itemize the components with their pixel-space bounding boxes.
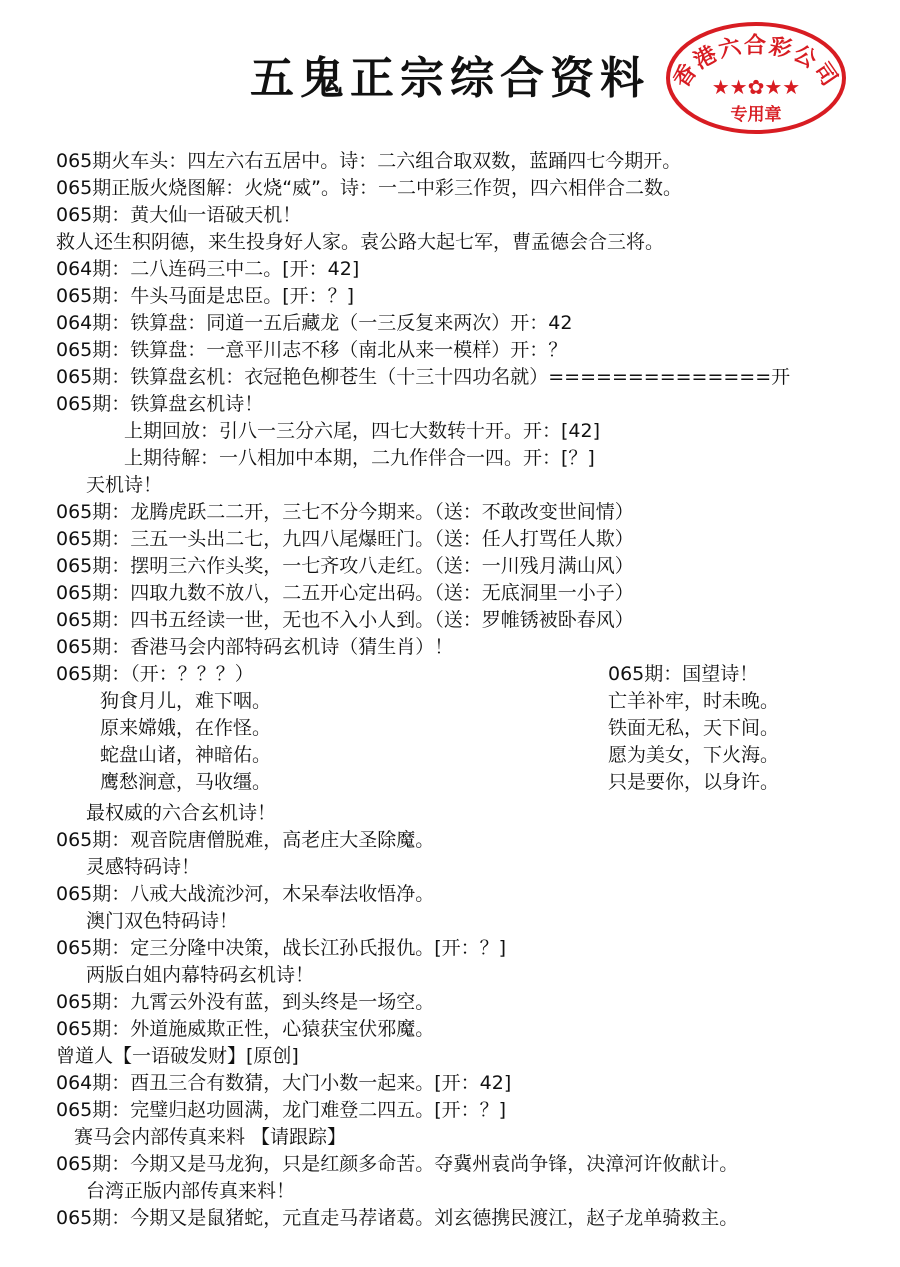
text-line: 065期：九霄云外没有蓝，到头终是一场空。 xyxy=(56,991,435,1013)
text-line: 065期：铁算盘：一意平川志不移（南北从来一模样）开：？ xyxy=(56,339,568,361)
poem-line: 鹰愁涧意，马收缰。 xyxy=(100,771,272,793)
section-heading: 澳门双色特码诗！ xyxy=(86,910,239,932)
poem-line: 亡羊补牢，时未晚。 xyxy=(608,690,780,712)
svg-text:专用章: 专用章 xyxy=(730,105,782,125)
text-line: 065期：观音院唐僧脱难，高老庄大圣除魔。 xyxy=(56,829,435,851)
text-line: 065期：铁算盘玄机诗！ xyxy=(56,393,264,415)
section-heading: 天机诗！ xyxy=(86,474,163,496)
text-line: 上期回放：引八一三分六尾，四七大数转十开。开：[42] xyxy=(124,420,601,442)
text-line: 065期：定三分隆中决策，战长江孙氏报仇。[开：？] xyxy=(56,937,507,959)
text-line: 065期：外道施威欺正性，心猿获宝伏邪魔。 xyxy=(56,1018,435,1040)
section-heading: 灵感特码诗！ xyxy=(86,856,201,878)
section-heading: 赛马会内部传真来料 【请跟踪】 xyxy=(74,1126,347,1148)
text-line: 065期：黄大仙一语破天机！ xyxy=(56,204,302,226)
text-line: 065期正版火烧图解：火烧“威”。诗：一二中彩三作贺，四六相伴合二数。 xyxy=(56,177,682,199)
section-heading: 台湾正版内部传真来料！ xyxy=(86,1180,296,1202)
text-line: 救人还生积阴德，来生投身好人家。袁公路大起七军，曹孟德会合三将。 xyxy=(56,231,665,253)
text-line: 065期：八戒大战流沙河，木呆奉法收悟净。 xyxy=(56,883,435,905)
text-line: 065期：龙腾虎跃二二开，三七不分今期来。（送：不敢改变世间情） xyxy=(56,501,634,523)
text-line: 065期：今期又是马龙狗，只是红颜多命苦。夺冀州袁尚争锋，决漳河许攸献计。 xyxy=(56,1153,739,1175)
text-line: 065期：牛头马面是忠臣。[开：？] xyxy=(56,285,355,307)
text-line: 065期：四取九数不放八，二五开心定出码。（送：无底洞里一小子） xyxy=(56,582,634,604)
text-line: 065期：今期又是鼠猪蛇，元直走马荐诸葛。刘玄德携民渡江，赵子龙单骑救主。 xyxy=(56,1207,739,1229)
svg-text:★★✿★★: ★★✿★★ xyxy=(711,75,801,99)
text-line: 065期：（开：？？？） xyxy=(56,663,254,685)
svg-text:香港六合彩公司: 香港六合彩公司 xyxy=(669,33,843,93)
company-seal xyxy=(664,20,848,136)
poem-heading: 065期：国望诗！ xyxy=(608,663,759,685)
poem-line: 蛇盘山诸，神暗佑。 xyxy=(100,744,272,766)
text-line: 065期：香港马会内部特码玄机诗（猜生肖）！ xyxy=(56,636,454,658)
text-line: 065期火车头：四左六右五居中。诗：二六组合取双数，蓝踊四七今期开。 xyxy=(56,150,682,172)
text-line: 065期：三五一头出二七，九四八尾爆旺门。（送：任人打骂任人欺） xyxy=(56,528,634,550)
text-line: 064期：酉丑三合有数猜，大门小数一起来。[开：42] xyxy=(56,1072,512,1094)
page-title: 五鬼正宗综合资料 xyxy=(250,53,650,104)
poem-line: 原来嫦娥，在作怪。 xyxy=(100,717,272,739)
text-line: 065期：四书五经读一世，无也不入小人到。（送：罗帷锈被卧春风） xyxy=(56,609,634,631)
section-heading: 两版白姐内幕特码玄机诗！ xyxy=(86,964,315,986)
text-line: 065期：铁算盘玄机：衣冠艳色柳苍生（十三十四功名就）==============开 xyxy=(56,366,791,388)
text-line: 上期待解：一八相加中本期，二九作伴合一四。开：[？] xyxy=(124,447,595,469)
poem-line: 铁面无私，天下间。 xyxy=(608,717,780,739)
text-line: 064期：二八连码三中二。[开：42] xyxy=(56,258,360,280)
text-line: 065期：完璧归赵功圆满，龙门难登二四五。[开：？] xyxy=(56,1099,507,1121)
section-heading: 最权威的六合玄机诗！ xyxy=(86,802,277,824)
poem-line: 愿为美女，下火海。 xyxy=(608,744,780,766)
text-line: 065期：摆明三六作头奖，一七齐攻八走红。（送：一川残月满山风） xyxy=(56,555,634,577)
poem-line: 狗食月儿，难下咽。 xyxy=(100,690,272,712)
text-line: 064期：铁算盘：同道一五后藏龙（一三反复来两次）开：42 xyxy=(56,312,573,334)
text-line: 曾道人【一语破发财】[原创] xyxy=(56,1045,299,1067)
poem-line: 只是要你，以身许。 xyxy=(608,771,780,793)
